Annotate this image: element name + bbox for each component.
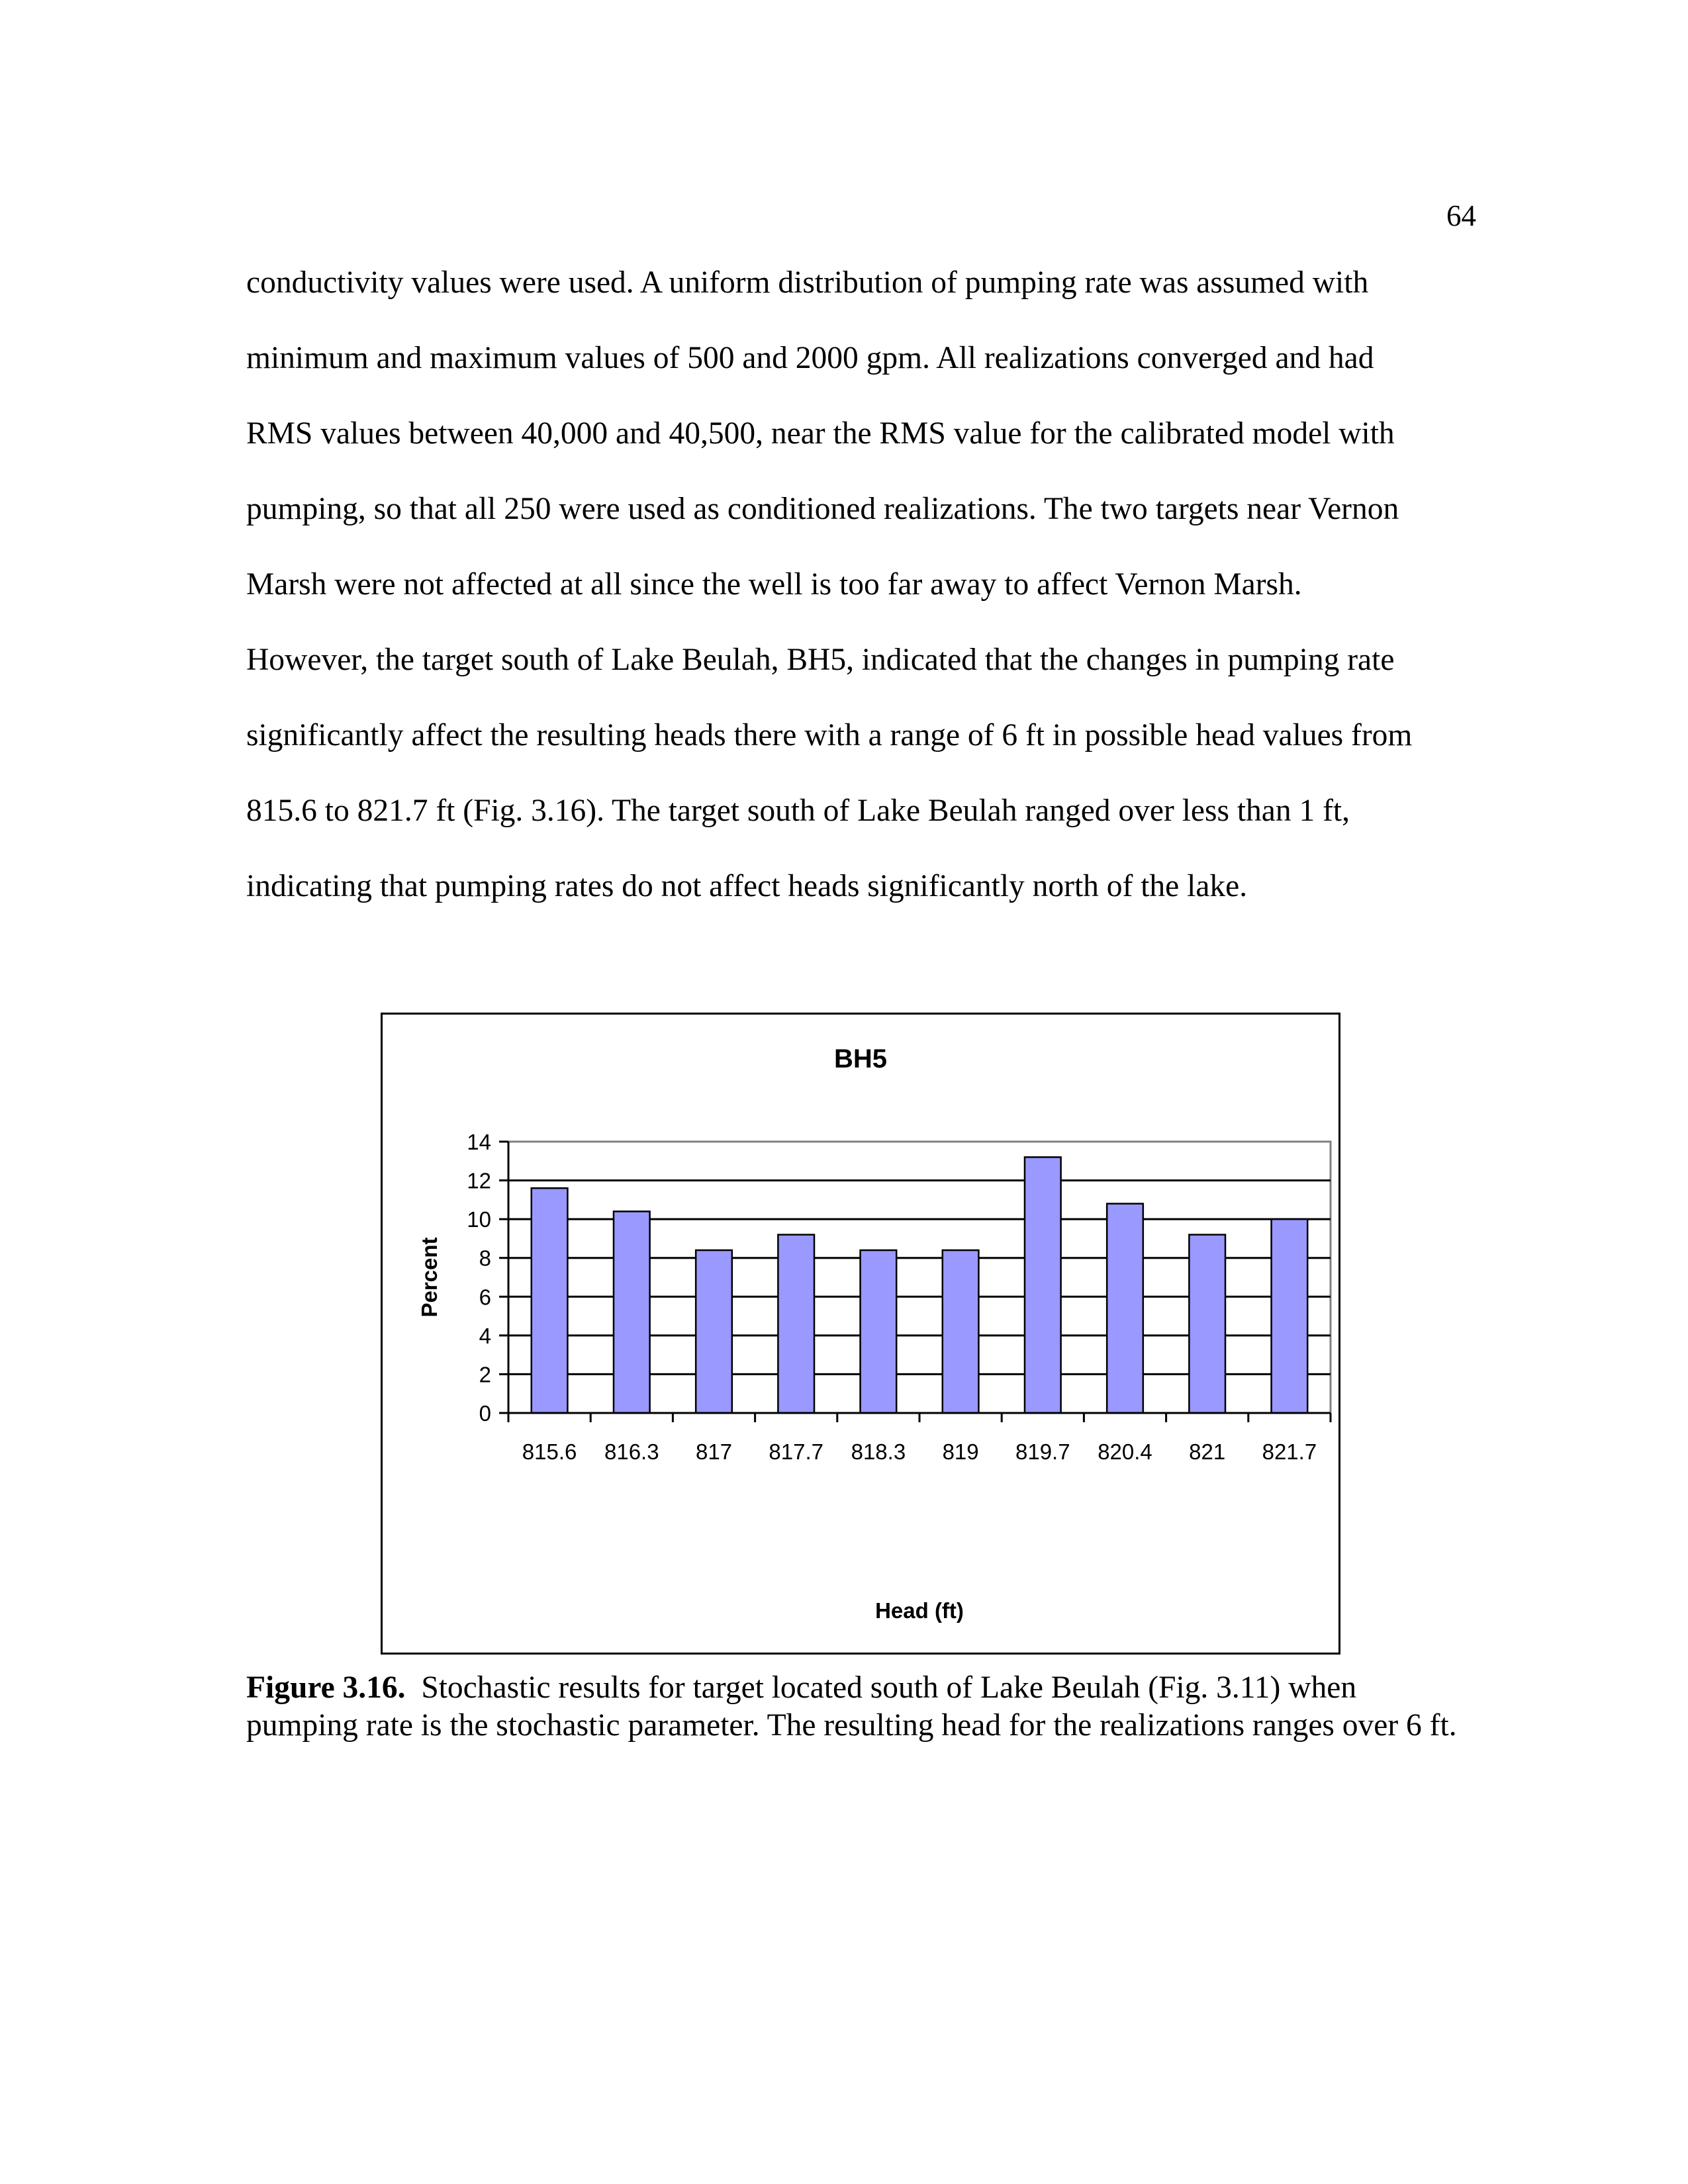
- bar-819.7: [1025, 1157, 1061, 1413]
- bar-817.7: [778, 1235, 814, 1413]
- bar-819: [943, 1250, 979, 1413]
- bar-817: [696, 1250, 732, 1413]
- bar-820.4: [1107, 1204, 1143, 1413]
- bar-818.3: [861, 1250, 897, 1413]
- x-tick-label: 819: [942, 1439, 979, 1464]
- x-tick-label: 820.4: [1098, 1439, 1152, 1464]
- y-tick-label: 4: [479, 1323, 491, 1348]
- paragraph-line: pumping, so that all 250 were used as conditioned realizations. The two targets near Vernon: [246, 492, 1399, 526]
- bar-815.6: [532, 1188, 568, 1413]
- caption-text: Stochastic results for target located south of Lake Beulah (Fig. 3.11) when pumping rate is the stochastic parameter. The resulting head for the realizations ranges over 6 ft.: [246, 1670, 1457, 1743]
- y-tick-label: 8: [479, 1246, 491, 1271]
- paragraph-line: RMS values between 40,000 and 40,500, near the RMS value for the calibrated model with: [246, 416, 1395, 451]
- paragraph-line: Marsh were not affected at all since the well is too far away to affect Vernon Marsh.: [246, 567, 1302, 602]
- paragraph-line: conductivity values were used. A uniform distribution of pumping rate was assumed with: [246, 265, 1369, 300]
- x-tick-label: 817: [695, 1439, 733, 1464]
- figure-3-16-chart: [381, 1013, 1340, 1655]
- bar-821: [1189, 1235, 1225, 1413]
- paragraph-line: significantly affect the resulting heads there with a range of 6 ft in possible head values from: [246, 718, 1413, 752]
- caption-label: Figure 3.16.: [246, 1670, 406, 1705]
- x-tick-label: 816.3: [604, 1439, 659, 1464]
- x-tick-label: 815.6: [522, 1439, 577, 1464]
- y-tick-label: 0: [479, 1401, 491, 1426]
- bar-chart: [383, 1015, 1338, 1653]
- y-tick-label: 12: [467, 1168, 491, 1193]
- paragraph-line: 815.6 to 821.7 ft (Fig. 3.16). The target south of Lake Beulah ranged over less than 1 ft,: [246, 794, 1350, 828]
- y-axis-label: Percent: [417, 1237, 442, 1318]
- bar-816.3: [614, 1211, 650, 1413]
- y-tick-label: 6: [479, 1285, 491, 1310]
- x-tick-label: 819.7: [1015, 1439, 1070, 1464]
- figure-caption: [246, 1669, 1464, 1745]
- chart-title: BH5: [833, 1044, 888, 1073]
- x-tick-label: 821.7: [1262, 1439, 1317, 1464]
- bar-821.7: [1272, 1219, 1308, 1413]
- x-tick-label: 817.7: [769, 1439, 823, 1464]
- paragraph-line: indicating that pumping rates do not affect heads significantly north of the lake.: [246, 869, 1248, 903]
- body-paragraph: [246, 245, 1464, 924]
- page-number: 64: [1446, 199, 1476, 232]
- x-tick-label: 821: [1189, 1439, 1226, 1464]
- x-axis-label: Head (ft): [875, 1598, 964, 1623]
- paragraph-line: minimum and maximum values of 500 and 2000 gpm. All realizations converged and had: [246, 341, 1374, 375]
- x-tick-label: 818.3: [851, 1439, 906, 1464]
- y-tick-label: 2: [479, 1362, 491, 1387]
- paragraph-line: However, the target south of Lake Beulah, BH5, indicated that the changes in pumping rate: [246, 643, 1395, 677]
- y-tick-label: 10: [467, 1207, 491, 1232]
- y-tick-label: 14: [467, 1130, 491, 1154]
